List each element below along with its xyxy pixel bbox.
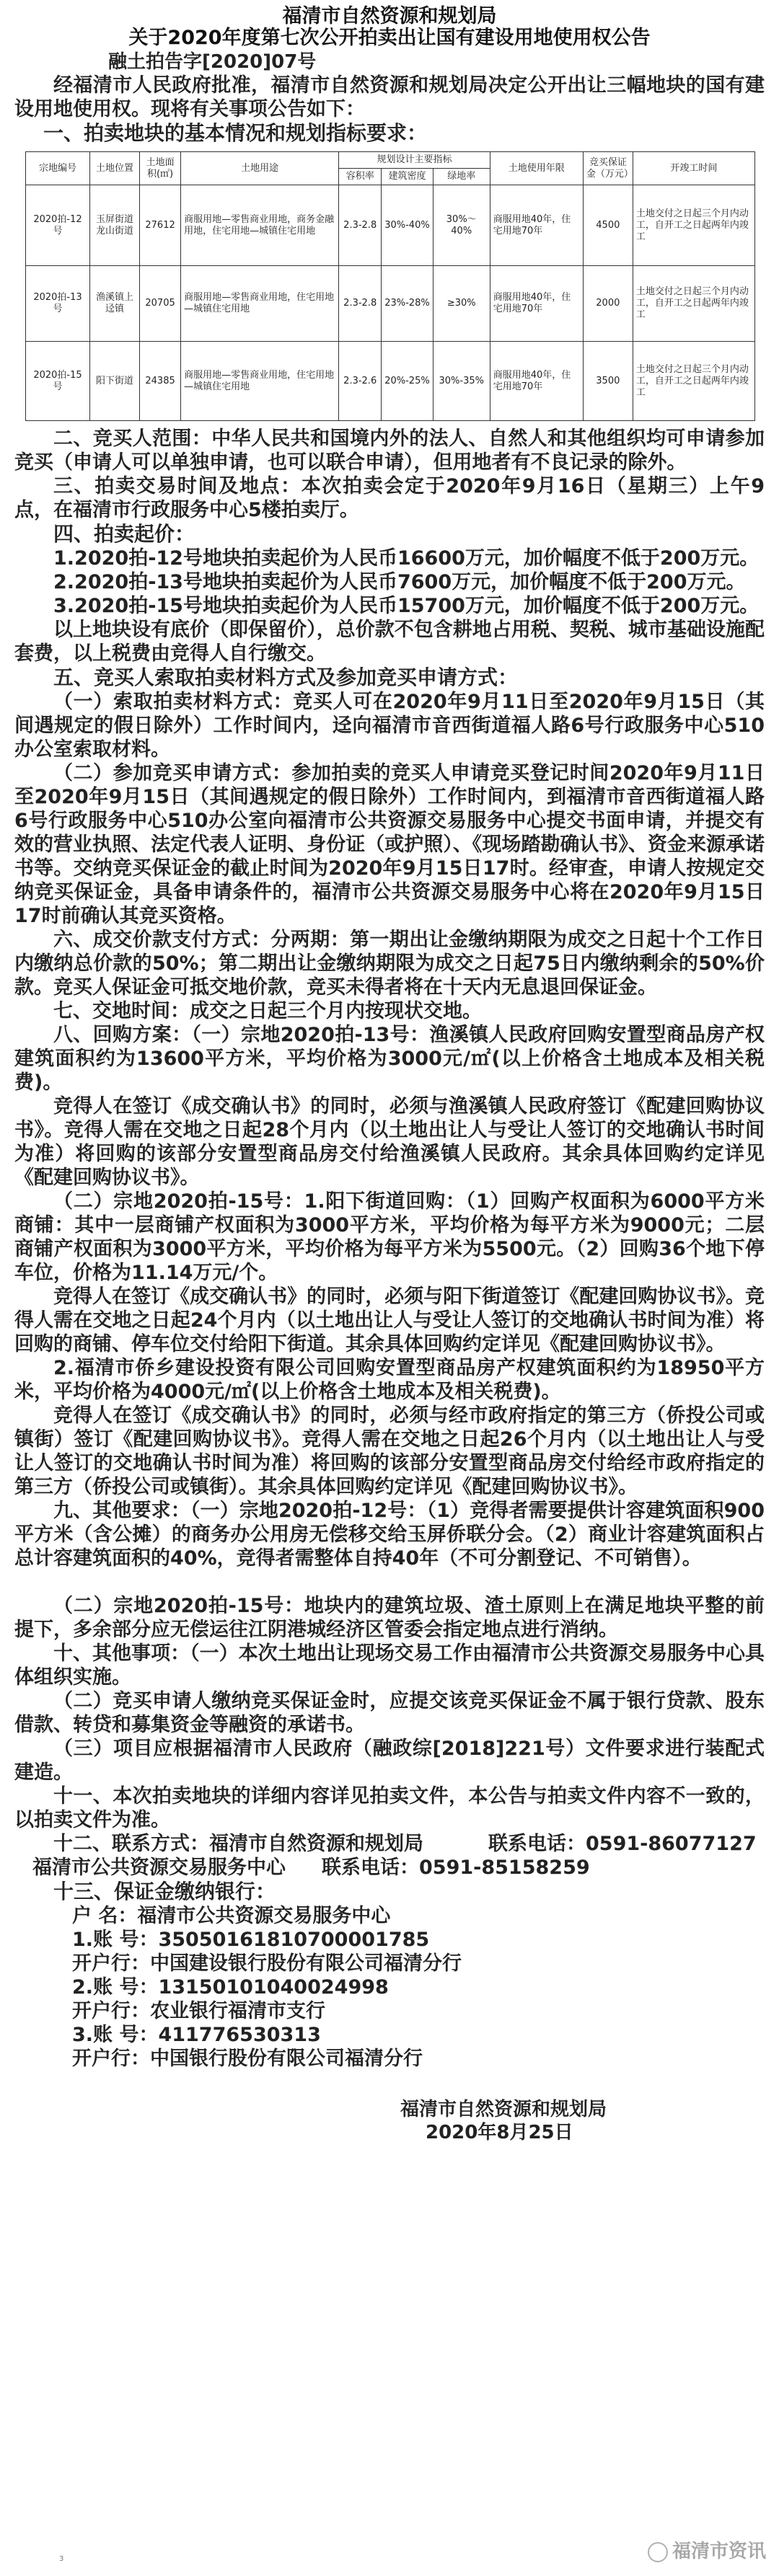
contact-phone-label-2: 联系电话： (322, 1856, 419, 1879)
bank-account-3: 3.账 号：411776530313 (72, 2024, 321, 2046)
section-10-p3: （三）项目应根据福清市人民政府（融政综[2018]221号）文件要求进行装配式建造。 (14, 1738, 765, 1784)
header-cell: 绿地率 (433, 169, 490, 185)
section-2 (14, 427, 765, 474)
bank-account-2: 2.账 号：13150101040024998 (72, 1976, 389, 1999)
section-7-text: 成交之日起三个月内按现状交地。 (190, 1000, 482, 1022)
section-10 (14, 1642, 765, 1689)
header-cell: 竞买保证金（万元） (583, 152, 633, 185)
section-9-p2-head: （二）宗地2020拍-15号： (53, 1595, 304, 1617)
section-13-title: 十三、保证金缴纳银行： (53, 1880, 276, 1903)
cell-density: 20%-25% (382, 342, 433, 421)
section-6-text: 分两期：第一期出让金缴纳期限为成交之日起十个工作日内缴纳总价款的50%；第二期出让金缴纳期限为成交之日起75日内缴纳剩余的50%价款。竞买人保证金可抵交地价款，竞买未得者将在十天内无息退回保证金。 (14, 929, 765, 999)
cell-time: 土地交付之日起三个月内动工，自开工之日起两年内竣工 (633, 342, 754, 421)
section-2-title: 二、竞买人范围： (53, 428, 212, 450)
cell-code: 2020拍-15号 (26, 342, 90, 421)
section-9-p1: （一）宗地2020拍-12号：（1）竞得者需要提供计容建筑面积900平方米（含公摊）的商务办公用房无偿移交给玉屏侨联分会。（2）商业计容建筑面积占总计容建筑面积的40%，竞得者需整体自持40年（不可分割登记、不可销售）。 (14, 1500, 765, 1570)
cell-term: 商服用地40年，住宅用地70年 (490, 342, 583, 421)
cell-area: 27612 (140, 185, 181, 266)
cell-location: 渔溪镇上迳镇 (90, 266, 140, 342)
bid-item: 2.2020拍-13号地块拍卖起价为人民币7600万元，加价幅度不低于200万元。 (53, 571, 746, 593)
cell-time: 土地交付之日起三个月内动工，自开工之日起两年内竣工 (633, 185, 754, 266)
cell-far: 2.3-2.8 (339, 266, 382, 342)
cell-code: 2020拍-13号 (26, 266, 90, 342)
cell-location: 阳下街道 (90, 342, 140, 421)
header-cell: 土地面积(㎡) (140, 152, 181, 185)
section-3 (14, 474, 765, 522)
footnote-mark: 3 (59, 2555, 64, 2563)
header-cell: 建筑密度 (382, 169, 433, 185)
cell-density: 30%-40% (382, 185, 433, 266)
cell-density: 23%-28% (382, 266, 433, 342)
cell-area: 24385 (140, 342, 181, 421)
table-row (26, 342, 755, 421)
table-row (26, 266, 755, 342)
cell-use: 商服用地—零售商业用地，商务金融用地，住宅用地—城镇住宅用地 (181, 185, 339, 266)
signature-org: 福清市自然资源和规划局 (400, 2099, 607, 2120)
signature-date: 2020年8月25日 (426, 2122, 573, 2143)
cell-deposit: 3500 (583, 342, 633, 421)
section-8-p3-text: 1.阳下街道回购：（1）回购产权面积为6000平方米商铺：其中一层商铺产权面积为3000平方米，平均价格为每平方米为9000元；二层商铺产权面积为3000平方米，平均价格为每平方米为5500元。（2）回购36个地下停车位，价格为11.14万元/个。 (14, 1190, 765, 1284)
section-5-p2: （二）参加竞买申请方式：参加拍卖的竞买人申请竞买登记时间2020年9月11日至2020年9月15日（其间遇规定的假日除外）工作时间内，到福清市音西街道福人路6号行政服务中心510办公室向福清市公共资源交易服务中心提交书面申请，并提交有效的营业执照、法定代表人证明、身份证（或护照）、《现场踏勘确认书》、资金来源承诺书等。交纳竞买保证金的截止时间为2020年9月15日17时。经审查，申请人按规定交纳竞买保证金，具备申请条件的，福清市公共资源交易服务中心将在2020年9月15日17时前确认其竞买资格。 (14, 762, 765, 927)
section-8-p1: （一）宗地2020拍-13号：渔溪镇人民政府回购安置型商品房产权建筑面积约为13600平方米，平均价格为3000元/㎡(以上价格含土地成本及相关税费)。 (14, 1024, 765, 1094)
section-7 (14, 999, 765, 1023)
contact-phone-2: 0591-85158259 (419, 1856, 590, 1879)
contact-phone-1: 0591-86077127 (586, 1833, 757, 1855)
header-cell: 开竣工时间 (633, 152, 754, 185)
contact-org-2: 福清市公共资源交易服务中心 (32, 1856, 286, 1879)
section-8-title: 八、回购方案： (53, 1024, 192, 1046)
header-cell: 土地位置 (90, 152, 140, 185)
watermark-text: 福清市资讯 (672, 2541, 766, 2562)
bank-holder: 户 名：福清市公共资源交易服务中心 (72, 1905, 391, 1927)
section-1-title: 一、拍卖地块的基本情况和规划指标要求： (43, 121, 428, 145)
bid-item: 1.2020拍-12号地块拍卖起价为人民币16600万元，加价幅度不低于200万元。 (53, 547, 760, 570)
cell-term: 商服用地40年，住宅用地70年 (490, 185, 583, 266)
table-row (26, 185, 755, 266)
wechat-icon (648, 2542, 668, 2562)
section-9-title: 九、其他要求： (53, 1500, 190, 1522)
cell-green: ≥30% (433, 266, 490, 342)
section-4-title: 四、拍卖起价： (53, 522, 195, 546)
section-8-p6: 竞得人在签订《成交确认书》的同时，必须与经市政府指定的第三方（侨投公司或镇街）签订《配建回购协议书》。竞得人需在交地之日起26个月内（以土地出让人与受让人签订的交地确认书时间为准）将回购的该部分安置型商品房交付给经市政府指定的第三方（侨投公司或镇街）。其余具体回购约定详见《配建回购协议书》。 (14, 1404, 765, 1498)
section-6 (14, 928, 765, 999)
cell-time: 土地交付之日起三个月内动工，自开工之日起两年内竣工 (633, 266, 754, 342)
section-10-title: 十、其他事项： (53, 1642, 190, 1665)
contact-line-2 (32, 1856, 765, 1880)
cell-green: 30%-35% (433, 342, 490, 421)
cell-deposit: 4500 (583, 185, 633, 266)
contact-org-1: 福清市自然资源和规划局 (209, 1833, 423, 1855)
cell-green: 30%～40% (433, 185, 490, 266)
section-11: 十一、本次拍卖地块的详细内容详见拍卖文件，本公告与拍卖文件内容不一致的，以拍卖文件为准。 (14, 1785, 765, 1831)
watermark (648, 2536, 766, 2563)
parcel-table (25, 151, 755, 421)
cell-use: 商服用地—零售商业用地，住宅用地—城镇住宅用地 (181, 342, 339, 421)
section-3-title: 三、拍卖交易时间及地点： (53, 475, 302, 497)
header-cell: 容积率 (339, 169, 382, 185)
section-12 (14, 1832, 765, 1856)
header-cell: 宗地编号 (26, 152, 90, 185)
section-2-text: 中华人民共和国境内外的法人、自然人和其他组织均可申请参加竞买（申请人可以单独申请，也可以联合申请），但用地者有不良记录的除外。 (14, 428, 765, 474)
bid-item: 3.2020拍-15号地块拍卖起价为人民币15700万元，加价幅度不低于200万元。 (53, 595, 760, 617)
cell-deposit: 2000 (583, 266, 633, 342)
cell-term: 商服用地40年，住宅用地70年 (490, 266, 583, 342)
header-cell: 土地使用年限 (490, 152, 583, 185)
section-4-note: 以上地块设有底价（即保留价），总价款不包含耕地占用税、契税、城市基础设施配套费，以上税费由竞得人自行缴交。 (14, 619, 765, 665)
cell-use: 商服用地—零售商业用地，住宅用地—城镇住宅用地 (181, 266, 339, 342)
document-title: 关于2020年度第七次公开拍卖出让国有建设用地使用权公告 (128, 27, 651, 49)
section-5-p1: （一）索取拍卖材料方式：竞买人可在2020年9月11日至2020年9月15日（其间遇规定的假日除外）工作时间内，迳向福清市音西街道福人路6号行政服务中心510办公室索取材料。 (14, 691, 765, 761)
section-10-p2: （二）竞买申请人缴纳竞买保证金时，应提交该竞买保证金不属于银行贷款、股东借款、转贷和募集资金等融资的承诺书。 (14, 1690, 765, 1736)
header-cell: 规划设计主要指标 (339, 152, 490, 169)
section-3-text: 本次拍卖会定于2020年9月16日（星期三）上午9点，在福清市行政服务中心5楼拍卖厅。 (14, 475, 765, 521)
section-8-p3-head: （二）宗地2020拍-15号： (53, 1190, 304, 1213)
cell-code: 2020拍-12号 (26, 185, 90, 266)
section-8-p4: 竞得人在签订《成交确认书》的同时，必须与阳下街道签订《配建回购协议书》。竞得人需在交地之日起24个月内（以土地出让人与受让人签订的交地确认书时间为准）将回购的商铺、停车位交付给阳下街道。其余具体回购约定详见《配建回购协议书》。 (14, 1285, 765, 1355)
section-7-title: 七、交地时间： (53, 1000, 190, 1022)
cell-area: 20705 (140, 266, 181, 342)
header-cell: 土地用途 (181, 152, 339, 185)
bank-branch-1: 开户行：中国建设银行股份有限公司福清分行 (72, 1952, 462, 1975)
bank-branch-3: 开户行：中国银行股份有限公司福清分行 (72, 2048, 423, 2070)
cell-location: 玉屏街道龙山街道 (90, 185, 140, 266)
section-8-p3 (14, 1190, 765, 1285)
cell-far: 2.3-2.8 (339, 185, 382, 266)
section-12-title: 十二、联系方式： (53, 1833, 209, 1855)
section-9-p2 (14, 1594, 765, 1642)
section-8 (14, 1023, 765, 1094)
reference-number: 融土拍告字[2020]07号 (108, 51, 317, 73)
section-10-p1: （一）本次土地出让现场交易工作由福清市公共资源交易服务中心具体组织实施。 (14, 1642, 765, 1688)
bank-branch-2: 开户行：农业银行福清市支行 (72, 2000, 325, 2022)
section-9-p2-text: 地块内的建筑垃圾、渣土原则上在满足地块平整的前提下，多余部分应无偿运往江阴港城经济区管委会指定地点进行消纳。 (14, 1595, 765, 1641)
cell-far: 2.3-2.6 (339, 342, 382, 421)
section-6-title: 六、成交价款支付方式： (53, 929, 271, 951)
section-8-p5: 2.福清市侨乡建设投资有限公司回购安置型商品房产权建筑面积约为18950平方米，平均价格为4000元/㎡(以上价格含土地成本及相关税费)。 (14, 1357, 765, 1403)
section-5-title: 五、竞买人索取拍卖材料方式及参加竞买申请方式： (53, 665, 519, 689)
header-line1: 福清市自然资源和规划局 (282, 5, 497, 27)
intro-paragraph: 经福清市人民政府批准，福清市自然资源和规划局决定公开出让三幅地块的国有建设用地使用权。现将有关事项公告如下： (14, 74, 765, 120)
section-8-p2: 竞得人在签订《成交确认书》的同时，必须与渔溪镇人民政府签订《配建回购协议书》。竞得人需在交地之日起28个月内（以土地出让人与受让人签订的交地确认书时间为准）将回购的该部分安置型商品房交付给渔溪镇人民政府。其余具体回购约定详见《配建回购协议书》。 (14, 1095, 765, 1189)
section-9 (14, 1499, 765, 1570)
contact-phone-label-1: 联系电话： (488, 1833, 586, 1855)
table-header-row (26, 152, 755, 169)
bank-account-1: 1.账 号：35050161810700001785 (72, 1929, 430, 1951)
